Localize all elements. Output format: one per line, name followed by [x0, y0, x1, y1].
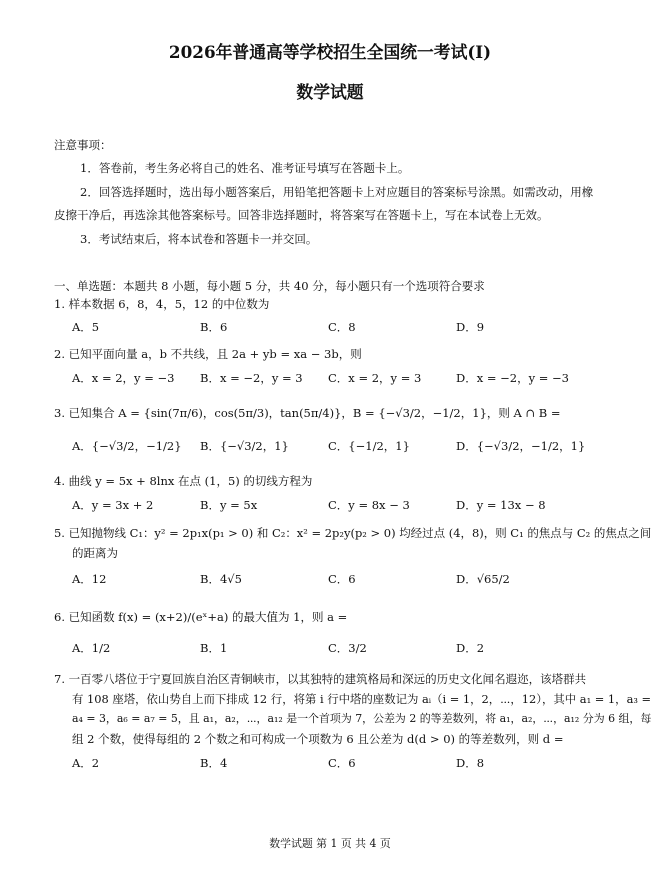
question-6-option-b: B．1 — [200, 641, 228, 655]
question-7-stem-line-4: 组 2 个数，使得每组的 2 个数之和可构成一个项数为 6 且公差为 d(d > 0) 的等差数列，则 d = — [72, 732, 564, 746]
question-5-option-a: A．12 — [72, 572, 107, 586]
question-1-stem: 1. 样本数据 6，8，4，5，12 的中位数为 — [54, 297, 270, 311]
question-4-option-b: B．y = 5x — [200, 498, 258, 512]
question-7-stem-line-3: a₄ = 3，a₆ = a₇ = 5，且 a₁，a₂，⋯，a₁₂ 是一个首项为 7，公差为 2 的等差数列，将 a₁，a₂，⋯，a₁₂ 分为 6 组，每 — [72, 712, 652, 725]
question-3-option-a: A．{−√3/2，−1/2} — [72, 439, 182, 453]
question-4-option-a: A．y = 3x + 2 — [72, 498, 154, 512]
notice-item-2-cont: 皮擦干净后，再选涂其他答案标号。回答非选择题时，将答案写在答题卡上，写在本试卷上无效。 — [54, 208, 549, 222]
question-5-stem: 5. 已知抛物线 C₁：y² = 2p₁x(p₁ > 0) 和 C₂：x² = 2p₂y(p₂ > 0) 均经过点 (4，8)，则 C₁ 的焦点与 C₂ 的焦点之间 — [54, 526, 652, 540]
question-7-stem-line-2: 有 108 座塔，依山势自上而下排成 12 行，将第 i 行中塔的座数记为 aᵢ（i = 1，2，⋯，12），其中 a₁ = 1，a₃ = — [72, 692, 652, 706]
question-1-option-b: B．6 — [200, 320, 228, 334]
question-7-option-d: D．8 — [456, 756, 485, 770]
notice-item-2: 2．回答选择题时，选出每小题答案后，用铅笔把答题卡上对应题目的答案标号涂黑。如需改动，用橡 — [80, 185, 594, 199]
question-5-option-c: C．6 — [328, 572, 356, 586]
question-4-option-c: C．y = 8x − 3 — [328, 498, 410, 512]
notice-item-1: 1．答卷前，考生务必将自己的姓名、准考证号填写在答题卡上。 — [80, 161, 410, 175]
question-3-stem: 3. 已知集合 A = {sin(7π/6)，cos(5π/3)，tan(5π/4)}，B = {−√3/2，−1/2，1}，则 A ∩ B = — [54, 406, 561, 420]
question-1-option-c: C．8 — [328, 320, 356, 334]
question-7-option-a: A．2 — [72, 756, 100, 770]
question-5-stem-cont: 的距离为 — [72, 546, 118, 560]
question-1-option-d: D．9 — [456, 320, 485, 334]
question-6-option-a: A．1/2 — [72, 641, 111, 655]
question-1-option-a: A．5 — [72, 320, 100, 334]
exam-subtitle: 数学试题 — [296, 82, 364, 102]
question-2-stem: 2. 已知平面向量 a，b 不共线，且 2a + yb = xa − 3b，则 — [54, 347, 362, 361]
question-5-option-d: D．√65/2 — [456, 572, 510, 586]
question-3-option-c: C．{−1/2，1} — [328, 439, 410, 453]
question-2-option-a: A．x = 2，y = −3 — [72, 371, 175, 385]
exam-title: 2026年普通高等学校招生全国统一考试(I) — [168, 42, 492, 62]
question-3-option-d: D．{−√3/2，−1/2，1} — [456, 439, 586, 453]
question-4-stem: 4. 曲线 y = 5x + 8lnx 在点 (1，5) 的切线方程为 — [54, 474, 313, 488]
question-6-option-c: C．3/2 — [328, 641, 367, 655]
notice-heading: 注意事项： — [54, 138, 112, 152]
question-6-option-d: D．2 — [456, 641, 485, 655]
question-6-stem: 6. 已知函数 f(x) = (x+2)/(eˣ+a) 的最大值为 1，则 a = — [54, 610, 348, 624]
question-2-option-b: B．x = −2，y = 3 — [200, 371, 303, 385]
section-heading: 一、单选题：本题共 8 小题，每小题 5 分，共 40 分，每小题只有一个选项符合要求 — [54, 279, 485, 293]
question-3-option-b: B．{−√3/2，1} — [200, 439, 289, 453]
notice-item-3: 3．考试结束后，将本试卷和答题卡一并交回。 — [80, 232, 318, 246]
question-7-option-b: B．4 — [200, 756, 228, 770]
question-7-option-c: C．6 — [328, 756, 356, 770]
question-7-stem: 7. 一百零八塔位于宁夏回族自治区青铜峡市，以其独特的建筑格局和深远的历史文化闻名遐迩，该塔群共 — [54, 672, 587, 686]
question-2-option-d: D．x = −2，y = −3 — [456, 371, 570, 385]
question-4-option-d: D．y = 13x − 8 — [456, 498, 546, 512]
page-footer: 数学试题 第 1 页 共 4 页 — [269, 837, 391, 850]
question-5-option-b: B．4√5 — [200, 572, 242, 586]
question-2-option-c: C．x = 2，y = 3 — [328, 371, 422, 385]
